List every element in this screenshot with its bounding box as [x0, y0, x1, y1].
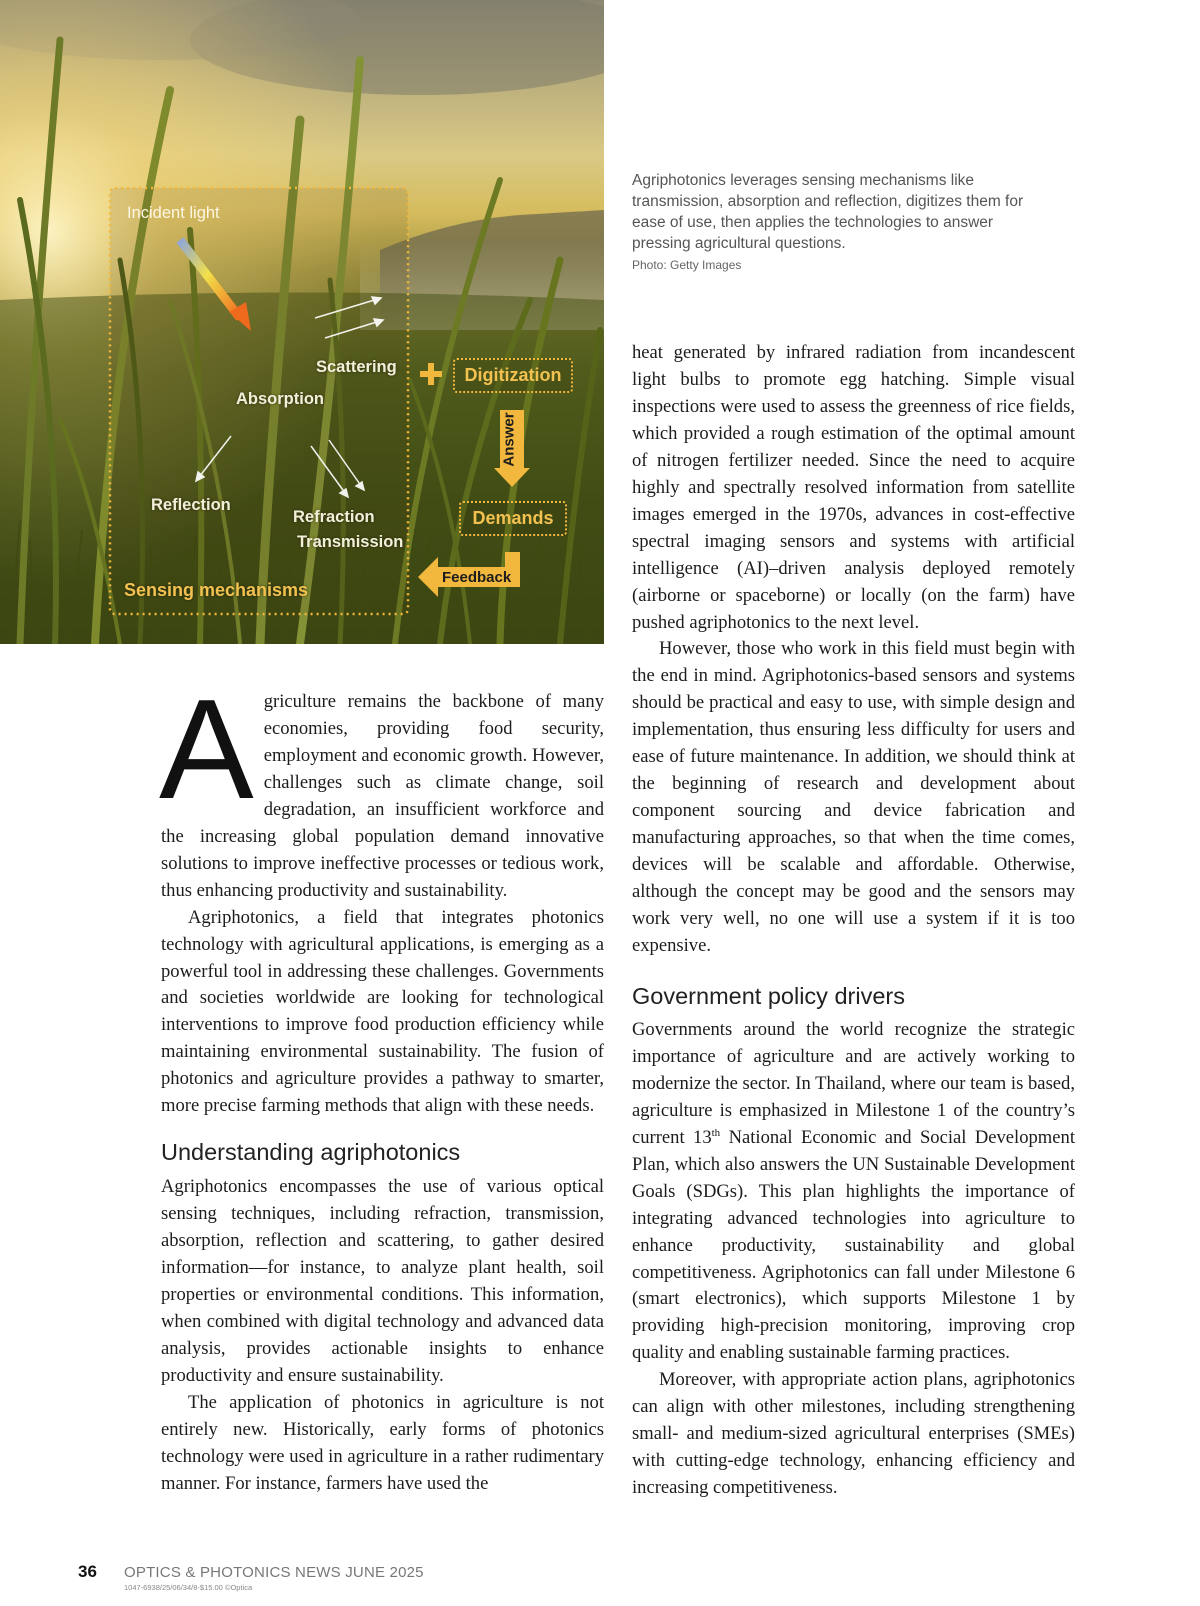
- paragraph-text: National Economic and Social Development Plan, which also answers the UN Sustainable Development Goals (SDGs). This plan highlights the importance of integrating advanced technologies into agriculture to enhance productivity, sustainability and global competitiveness. Agriphotonics can fall under Milestone 6 (smart electronics), which supports Milestone 1 by providing high-precision monitoring, improving crop quality and enabling sustainable farming practices.: [632, 1126, 1075, 1364]
- page-number: 36: [78, 1562, 97, 1581]
- paragraph: The application of photonics in agriculture is not entirely new. Historically, early forms of photonics technology were used in agriculture in a rather rudimentary manner. For instance, farmers have used the: [161, 1391, 604, 1494]
- paragraph-text: Governments around the world recognize the strategic importance of agriculture and are actively working to modernize the sector. In Thailand, where our team is based, agriculture is emphasized in Milestone 1 of the country’s current 13: [632, 1018, 1075, 1148]
- paragraph: Agriphotonics encompasses the use of various optical sensing techniques, including refraction, transmission, absorption, reflection and scattering, to gather desired information—for instance, to analyze plant health, soil properties or environmental conditions. This information, when combined with digital technology and advanced data analysis, provides actionable insights to enhance productivity and ensure sustainability.: [161, 1176, 604, 1386]
- incident-light-label: Incident light: [127, 204, 220, 222]
- answer-label: Answer: [500, 412, 518, 467]
- hero-figure: [0, 0, 604, 644]
- right-column: [632, 340, 1075, 1502]
- scattering-label: Scattering: [316, 358, 397, 376]
- demands-box: Demands: [459, 501, 567, 536]
- transmission-label: Transmission: [297, 533, 404, 551]
- paragraph: Agriphotonics, a field that integrates photonics technology with agricultural applications, is emerging as a powerful tool in addressing these challenges. Governments and societies worldwide are looking for technological interventions to improve food production efficiency while maintaining environmental sustainability. The fusion of photonics and agriculture provides a pathway to smarter, more precise farming methods that align with these needs.: [161, 906, 604, 1117]
- section-heading-understanding: Understanding agriphotonics: [161, 1139, 461, 1166]
- figure-caption: Agriphotonics leverages sensing mechanisms like transmission, absorption and reflection, digitizes them for ease of use, then applies the technologies to answer pressing agricultural questions.: [632, 172, 1024, 252]
- magazine-title: OPTICS & PHOTONICS NEWS JUNE 2025: [124, 1564, 424, 1581]
- section-heading-policy: Government policy drivers: [632, 982, 905, 1009]
- left-column: [159, 670, 604, 1498]
- drop-cap: A: [159, 670, 254, 829]
- photo-credit: Photo: Getty Images: [632, 258, 742, 272]
- sensing-mechanisms-label: Sensing mechanisms: [124, 580, 309, 600]
- superscript: th: [711, 1126, 721, 1139]
- issn-code: 1047-6938/25/06/34/8-$15.00 ©Optica: [124, 1583, 253, 1592]
- intro-paragraph: [159, 670, 604, 905]
- digitization-box: Digitization: [453, 358, 573, 393]
- paragraph: heat generated by infrared radiation from incandescent light bulbs to promote egg hatching. Simple visual inspections were used to assess the greenness of rice fields, which provided a rough estimation of the optimal amount of nitrogen fertilizer needed. Since the need to acquire highly and spectrally resolved information from satellite images emerged in the 1970s, advances in cost-effective spectral imaging sensors and systems with artificial intelligence (AI)–driven analysis deployed remotely (airborne or spaceborne) or locally (on the farm) have pushed agriphotonics to the next level.: [632, 342, 1075, 633]
- paragraph: However, those who work in this field must begin with the end in mind. Agriphotonics-based sensors and systems should be practical and easy to use, with simple design and implementation, thus ensuring less difficulty for users and ease of future maintenance. In addition, we should think at the beginning of research and development about component sourcing and device fabrication and manufacturing approaches, so that when the time comes, devices will be scalable and affordable. Otherwise, although the concept may be good and the sensors may work very well, no one will use a system if it is too expensive.: [632, 638, 1075, 956]
- intro-text: griculture remains the backbone of many economies, providing food security, employment and economic growth. However, challenges such as climate change, soil degradation, an insufficient workforce and the increasing global population demand innovative solutions to improve ineffective processes or tedious work, thus enhancing productivity and sustainability.: [161, 691, 604, 901]
- paragraph: Moreover, with appropriate action plans, agriphotonics can align with other milestones, including strengthening small- and medium-sized agricultural enterprises (SMEs) with cutting-edge technology, enhancing efficiency and increasing competitiveness.: [632, 1369, 1075, 1499]
- feedback-label: Feedback: [442, 569, 512, 586]
- paragraph: [632, 1017, 1075, 1367]
- refraction-label: Refraction: [293, 508, 375, 526]
- reflection-label: Reflection: [151, 496, 231, 514]
- absorption-label: Absorption: [236, 390, 324, 408]
